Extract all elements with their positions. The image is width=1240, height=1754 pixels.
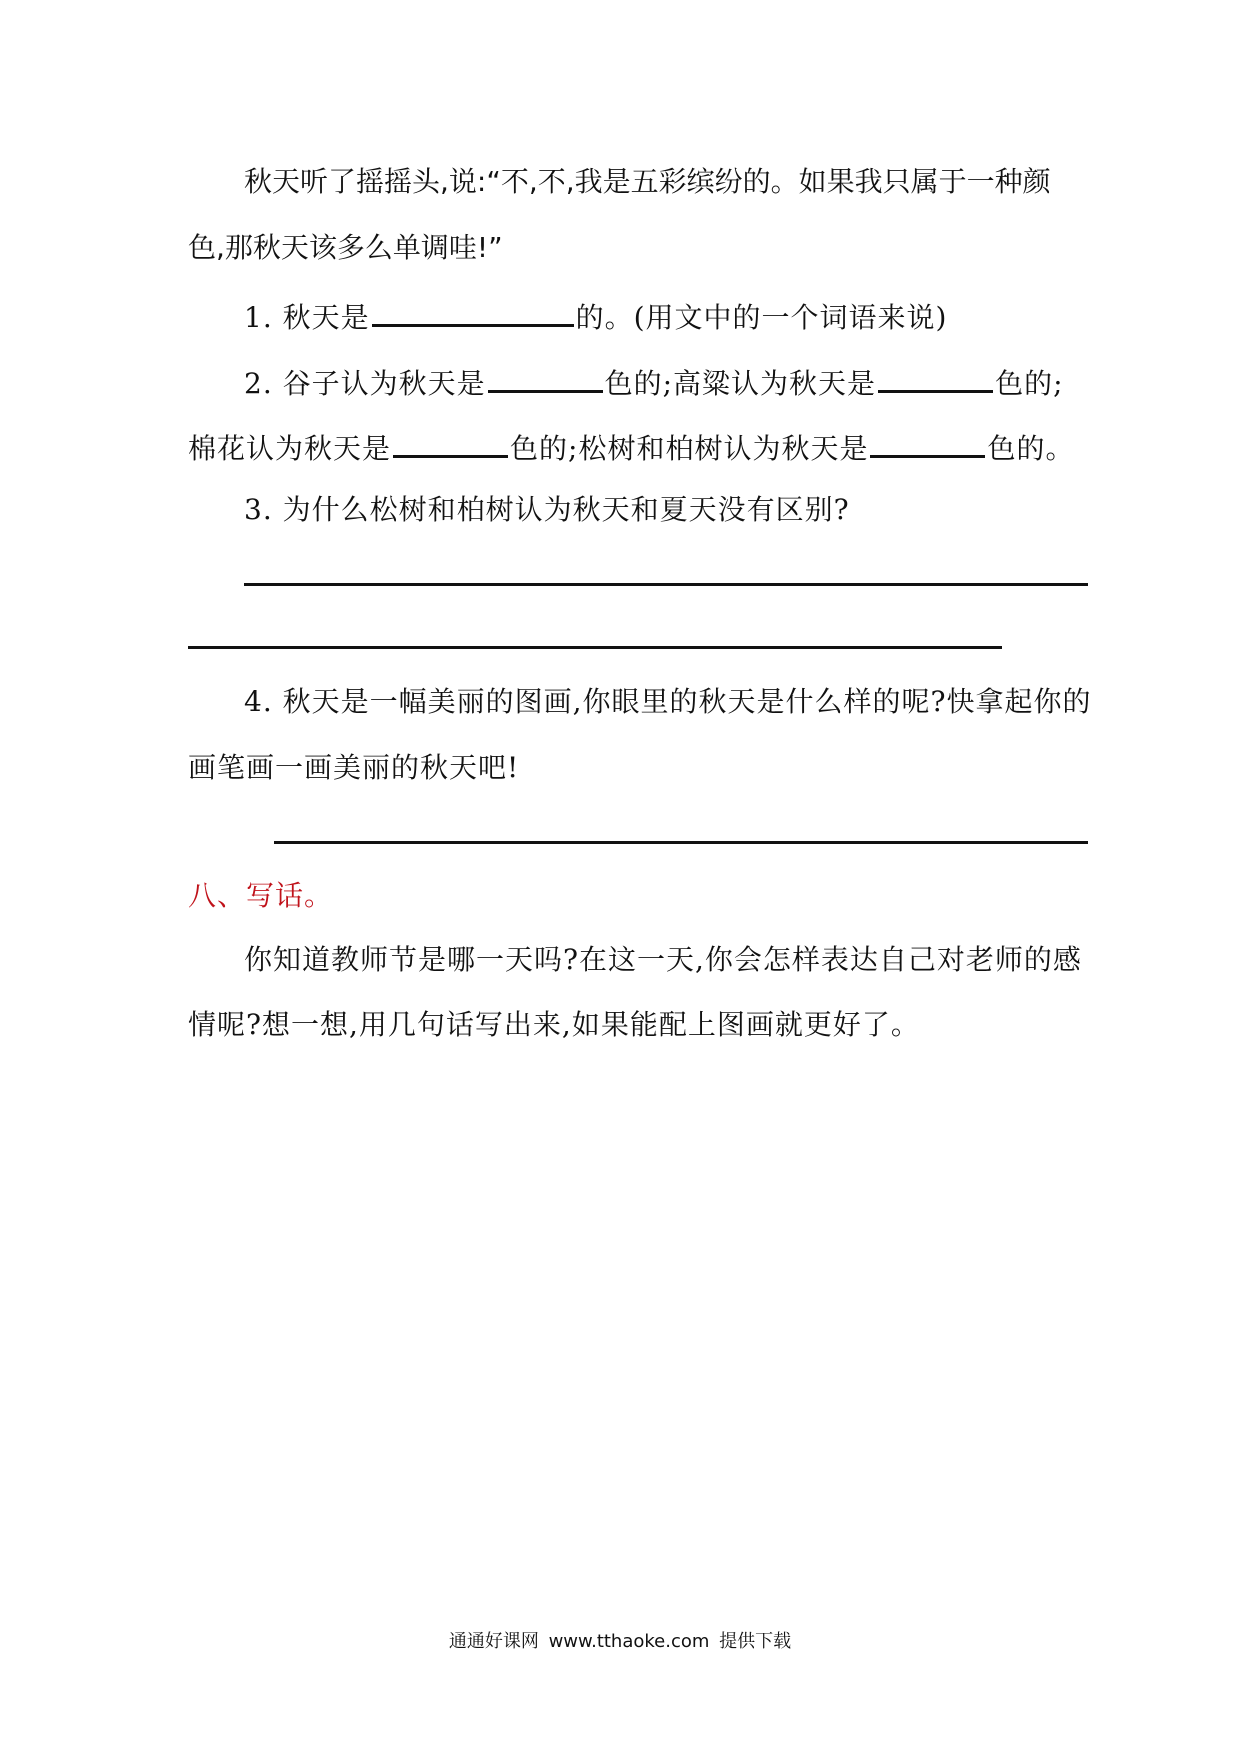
passage-line-1: 秋天听了摇摇头,说:“不,不,我是五彩缤纷的。如果我只属于一种颜 [244,165,1051,198]
section-8-line-2: 情呢?想一想,用几句话写出来,如果能配上图画就更好了。 [188,1008,920,1041]
footer-source: 通通好课网 www.tthaoke.com 提供下载 [448,1631,792,1652]
question-2-text-d: 棉花认为秋天是 [188,432,392,465]
question-2-line-2 [188,425,1074,469]
section-8-line-1: 你知道教师节是哪一天吗?在这一天,你会怎样表达自己对老师的感 [244,943,1082,976]
question-2-text-c: 色的; [995,367,1064,400]
section-8-heading: 八、写话。 [188,879,334,912]
answer-line-3b[interactable] [188,646,1002,649]
answer-blank-sorghum[interactable] [878,360,993,393]
question-2-text-e: 色的;松树和柏树认为秋天是 [510,432,869,465]
question-4-line-2: 画笔画一画美丽的秋天吧! [188,751,520,784]
answer-line-3a[interactable] [244,583,1088,586]
question-1-prefix: 1. 秋天是 [244,301,370,334]
question-3: 3. 为什么松树和柏树认为秋天和夏天没有区别? [244,493,850,526]
question-2-line-1 [244,360,1064,404]
answer-blank-grain[interactable] [488,360,603,393]
question-2-text-a: 2. 谷子认为秋天是 [244,367,486,400]
question-2-text-b: 色的;高粱认为秋天是 [604,367,877,400]
question-4-line-1: 4. 秋天是一幅美丽的图画,你眼里的秋天是什么样的呢?快拿起你的 [244,685,1092,718]
answer-line-4[interactable] [274,841,1088,844]
question-2-text-f: 色的。 [987,432,1075,465]
answer-blank-cotton[interactable] [393,425,508,458]
passage-line-2: 色,那秋天该多么单调哇!” [188,231,503,264]
question-1 [244,294,947,338]
answer-blank-pine[interactable] [870,425,985,458]
question-1-suffix: 的。(用文中的一个词语来说) [575,301,948,334]
answer-blank-1[interactable] [372,294,574,327]
